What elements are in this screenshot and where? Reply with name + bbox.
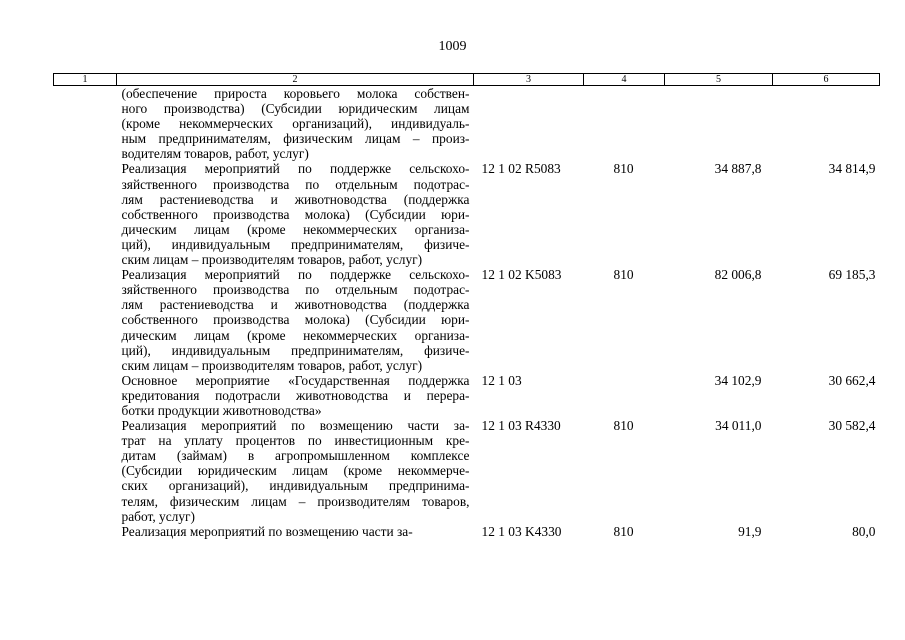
row-name-line: водителям товаров, работ, услуг) bbox=[121, 146, 309, 162]
row-name-cell bbox=[117, 373, 474, 418]
row-code-cell: 12 1 02 K5083 bbox=[481, 267, 562, 283]
column-header-1: 1 bbox=[54, 74, 117, 86]
row-name-line: дическим лицам (кроме некоммерческих организа- bbox=[121, 221, 470, 237]
row-name-line: ботки продукции животноводства» bbox=[121, 402, 322, 418]
row-name-line: работ, услуг) bbox=[121, 508, 195, 524]
row-name-line: ций), индивидуальным предпринимателям, физиче- bbox=[121, 342, 470, 358]
budget-table bbox=[53, 73, 880, 539]
row-name-line: телям, физическим лицам – производителям товаров, bbox=[121, 493, 470, 509]
row-value-5-cell: 34 887,8 bbox=[714, 161, 762, 177]
row-value-6-cell: 30 662,4 bbox=[828, 372, 876, 388]
row-number-cell bbox=[54, 373, 117, 418]
row-value-5-cell: 34 011,0 bbox=[715, 418, 762, 434]
row-name-line: ций), индивидуальным предпринимателям, физиче- bbox=[121, 236, 470, 252]
table-row bbox=[54, 86, 880, 162]
column-header-4: 4 bbox=[584, 74, 665, 86]
row-type-cell: 810 bbox=[613, 523, 634, 539]
row-name-line: ским лицам – производителям товаров, работ, услуг) bbox=[121, 252, 423, 268]
row-name-line: (обеспечение прироста коровьего молока собствен- bbox=[121, 86, 470, 101]
row-name-cell bbox=[117, 86, 474, 162]
row-value-5-cell bbox=[665, 86, 773, 162]
column-header-6: 6 bbox=[773, 74, 880, 86]
row-name-line: Реализация мероприятий по возмещению части за- bbox=[121, 523, 413, 539]
row-code-cell: 12 1 03 K4330 bbox=[481, 523, 562, 539]
row-name-line: Реализация мероприятий по возмещению части за- bbox=[121, 418, 470, 434]
column-header-3: 3 bbox=[474, 74, 584, 86]
row-name-cell bbox=[117, 524, 474, 539]
row-name-line: трат на уплату процентов по инвестиционным кре- bbox=[121, 433, 470, 449]
row-name-cell bbox=[117, 161, 474, 267]
row-value-6-cell bbox=[773, 86, 880, 162]
row-code-cell: 12 1 02 R5083 bbox=[481, 161, 561, 177]
row-name-line: кредитования подотрасли животноводства и перера- bbox=[121, 387, 470, 403]
row-name-line: зяйственного производства по отдельным подотрас- bbox=[121, 282, 470, 298]
row-value-6-cell: 34 814,9 bbox=[828, 161, 876, 177]
row-number-cell bbox=[54, 267, 117, 373]
row-name-line: собственного производства молока) (Субсидии юри- bbox=[121, 206, 470, 222]
row-value-5-cell: 34 102,9 bbox=[714, 372, 762, 388]
row-number-cell bbox=[54, 161, 117, 267]
table-row bbox=[54, 373, 880, 418]
table-header-row bbox=[54, 74, 880, 86]
column-header-2: 2 bbox=[117, 74, 474, 86]
row-code-cell: 12 1 03 bbox=[481, 372, 522, 388]
row-name-line: лям растениеводства и животноводства (поддержка bbox=[121, 191, 470, 207]
row-value-5-cell: 91,9 bbox=[738, 523, 762, 539]
column-header-5: 5 bbox=[665, 74, 773, 86]
row-name-line: дитам (займам) в агропромышленном комплексе bbox=[121, 448, 470, 464]
row-value-5-cell: 82 006,8 bbox=[714, 267, 762, 283]
row-type-cell bbox=[584, 373, 665, 418]
row-name-cell bbox=[117, 267, 474, 373]
row-name-line: зяйственного производства по отдельным подотрас- bbox=[121, 176, 470, 192]
row-name-line: дическим лицам (кроме некоммерческих организа- bbox=[121, 327, 470, 343]
row-name-line: Основное мероприятие «Государственная поддержка bbox=[121, 372, 470, 388]
row-name-line: Реализация мероприятий по поддержке сельскохо- bbox=[121, 161, 470, 177]
row-name-cell bbox=[117, 418, 474, 524]
row-type-cell: 810 bbox=[613, 267, 634, 283]
row-name-line: ным предпринимателям, физическим лицам – произ- bbox=[121, 131, 470, 147]
table-row bbox=[54, 161, 880, 267]
row-name-line: ским лицам – производителям товаров, работ, услуг) bbox=[121, 357, 423, 373]
row-code-cell bbox=[474, 86, 584, 162]
row-name-line: ного производства) (Субсидии юридическим лицам bbox=[121, 101, 470, 117]
row-name-line: лям растениеводства и животноводства (поддержка bbox=[121, 297, 470, 313]
row-code-cell: 12 1 03 R4330 bbox=[481, 418, 561, 434]
row-name-line: ских организаций), индивидуальным предпринима- bbox=[121, 478, 470, 494]
row-type-cell bbox=[584, 86, 665, 162]
table-body bbox=[54, 86, 880, 539]
row-name-line: (кроме некоммерческих организаций), индивидуаль- bbox=[121, 116, 470, 132]
row-name-line: (Субсидии юридическим лицам (кроме некоммерче- bbox=[121, 463, 470, 479]
row-value-6-cell: 80,0 bbox=[852, 523, 876, 539]
table-row bbox=[54, 418, 880, 524]
row-value-6-cell: 69 185,3 bbox=[828, 267, 876, 283]
row-type-cell: 810 bbox=[613, 161, 634, 177]
row-number-cell bbox=[54, 524, 117, 539]
row-name-line: собственного производства молока) (Субсидии юри- bbox=[121, 312, 470, 328]
row-number-cell bbox=[54, 86, 117, 162]
row-name-line: Реализация мероприятий по поддержке сельскохо- bbox=[121, 267, 470, 283]
table-row bbox=[54, 524, 880, 539]
row-number-cell bbox=[54, 418, 117, 524]
table-row bbox=[54, 267, 880, 373]
row-type-cell: 810 bbox=[613, 418, 634, 434]
row-value-6-cell: 30 582,4 bbox=[828, 418, 876, 434]
page-number: 1009 bbox=[438, 39, 467, 54]
